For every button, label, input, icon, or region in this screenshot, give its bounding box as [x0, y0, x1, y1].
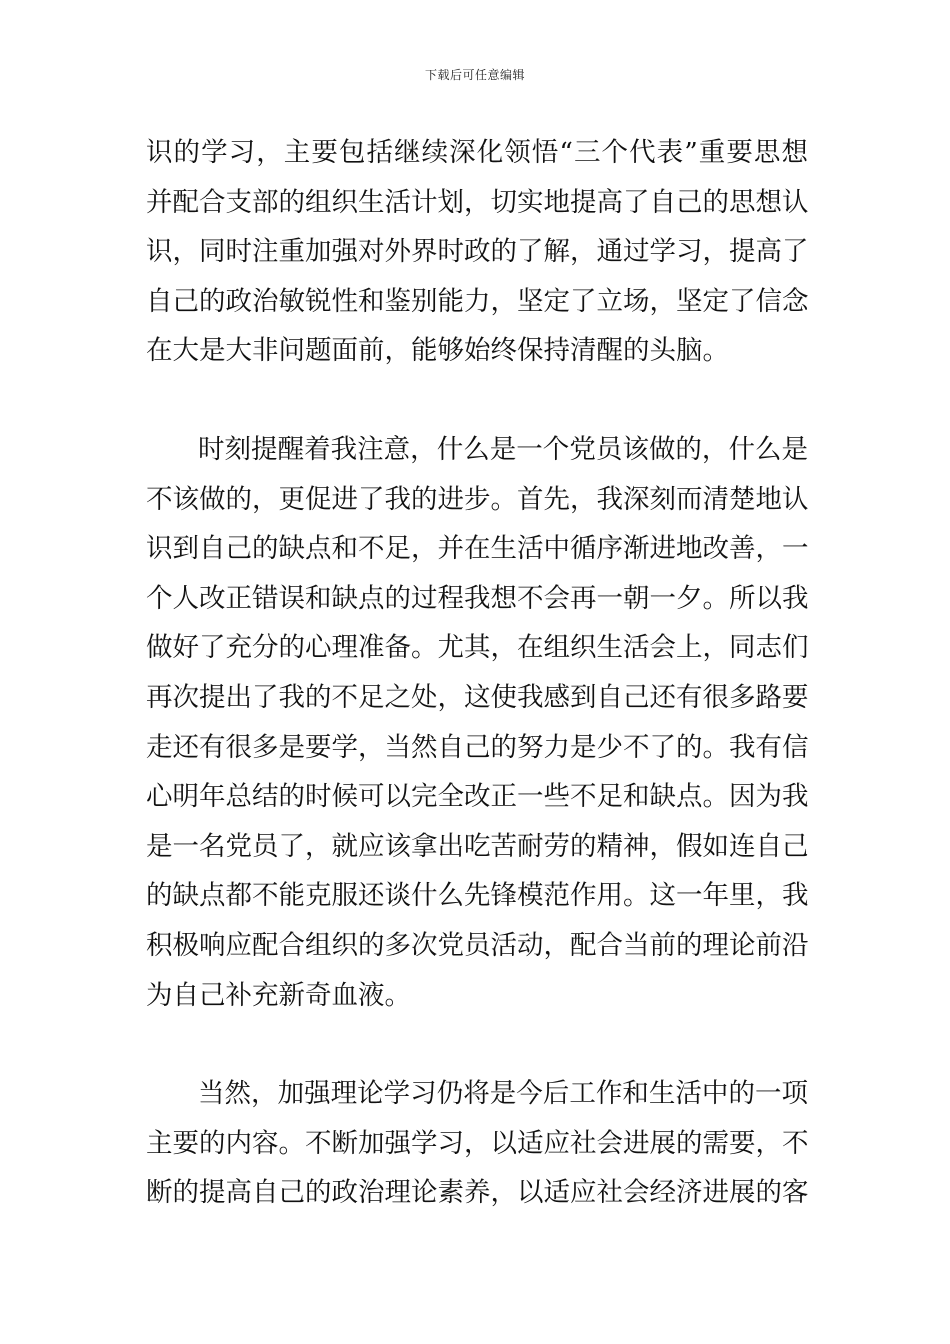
text-line: 为自己补充新奇血液。 [146, 979, 411, 1011]
text-line: 断的提高自己的政治理论素养，以适应社会经济进展的客 [146, 1177, 809, 1209]
text-line: 主要的内容。不断加强学习，以适应社会进展的需要，不 [146, 1127, 809, 1159]
paragraph-gap [146, 1020, 808, 1069]
text-line: 识的学习，主要包括继续深化领悟“三个代表”重要思想 [146, 137, 808, 168]
text-line: 不该做的，更促进了我的进步。首先，我深刻而清楚地认 [146, 483, 809, 515]
text-line: 积极响应配合组织的多次党员活动，配合当前的理论前沿 [146, 929, 809, 961]
text-line: 时刻提醒着我注意，什么是一个党员该做的，什么是 [198, 433, 808, 465]
text-line: 的缺点都不能克服还谈什么先锋模范作用。这一年里，我 [146, 880, 809, 912]
text-line: 并配合支部的组织生活计划，切实地提高了自己的思想认 [146, 186, 809, 218]
text-line: 识到自己的缺点和不足，并在生活中循序渐进地改善，一 [146, 533, 809, 565]
paragraph-2 [146, 425, 808, 1020]
text-line: 识，同时注重加强对外界时政的了解，通过学习，提高了 [146, 236, 809, 268]
text-line: 自己的政治敏锐性和鉴别能力，坚定了立场，坚定了信念 [146, 285, 809, 317]
text-line: 再次提出了我的不足之处，这使我感到自己还有很多路要 [146, 681, 809, 713]
text-line: 个人改正错误和缺点的过程我想不会再一朝一夕。所以我 [146, 582, 809, 614]
paragraph-1 [146, 128, 808, 376]
text-line: 当然，加强理论学习仍将是今后工作和生活中的一项 [198, 1078, 808, 1110]
paragraph-3 [146, 1069, 808, 1218]
text-line: 做好了充分的心理准备。尤其，在组织生活会上，同志们 [146, 632, 809, 664]
paragraph-gap [146, 376, 808, 425]
text-line: 在大是大非问题面前，能够始终保持清醒的头脑。 [146, 335, 729, 367]
page-header: 下载后可任意编辑 [424, 68, 525, 82]
text-line: 心明年总结的时候可以完全改正一些不足和缺点。因为我 [146, 781, 809, 813]
text-line: 是一名党员了，就应该拿出吃苦耐劳的精神，假如连自己 [146, 830, 809, 862]
text-line: 走还有很多是要学，当然自己的努力是少不了的。我有信 [146, 731, 809, 763]
document-body [146, 128, 808, 1218]
